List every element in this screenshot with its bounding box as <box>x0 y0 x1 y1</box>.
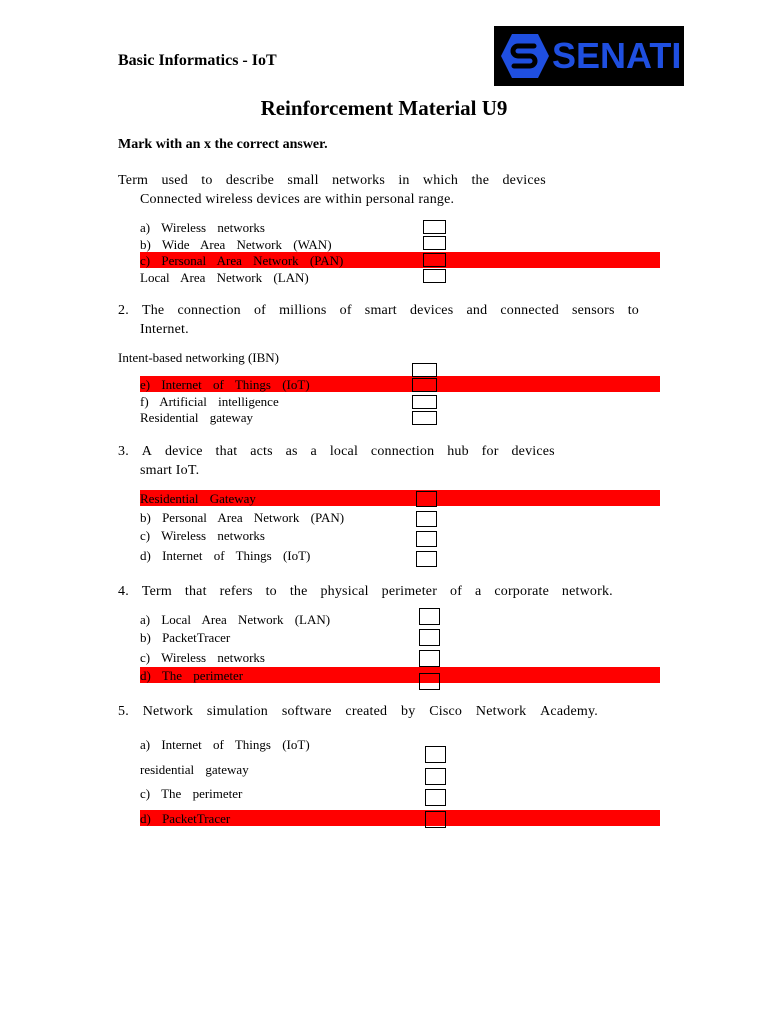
word: created <box>345 704 388 719</box>
word: acts <box>250 444 273 459</box>
course-header: Basic Informatics - IoT <box>118 52 277 69</box>
answer-checkbox[interactable] <box>419 673 440 690</box>
word: millions <box>279 303 327 318</box>
word: devices <box>511 444 555 459</box>
word: to <box>265 584 277 599</box>
question-2-line-1 <box>118 303 639 319</box>
word: smart <box>364 303 397 318</box>
answer-checkbox[interactable] <box>423 269 446 283</box>
question-1-line-1 <box>118 173 546 189</box>
word: device <box>164 444 203 459</box>
word: connection <box>177 303 241 318</box>
answer-checkbox[interactable] <box>419 650 440 667</box>
question-3-line-2: smart IoT. <box>140 463 200 478</box>
option-c: c) Personal Area Network (PAN) <box>140 253 344 268</box>
option-a: a) Local Area Network (LAN) <box>140 612 331 627</box>
word: the <box>471 173 490 188</box>
word: 5. <box>118 704 129 719</box>
option-gateway: residential gateway <box>140 762 249 777</box>
answer-checkbox[interactable] <box>416 531 437 547</box>
word: network. <box>561 584 613 599</box>
answer-checkbox[interactable] <box>416 511 437 527</box>
option-f: f) Artificial intelligence <box>140 394 279 409</box>
word: A <box>141 444 153 459</box>
word: small <box>287 173 319 188</box>
answer-checkbox[interactable] <box>423 236 446 250</box>
word: that <box>215 444 238 459</box>
option-b: b) PacketTracer <box>140 630 231 645</box>
word: a <box>310 444 317 459</box>
answer-checkbox[interactable] <box>425 811 446 828</box>
answer-checkbox[interactable] <box>412 378 437 392</box>
option-ibn: Intent-based networking (IBN) <box>118 350 280 365</box>
word: by <box>401 704 416 719</box>
page-title: Reinforcement Material U9 <box>260 96 508 120</box>
answer-checkbox[interactable] <box>423 253 446 267</box>
question-3-line-1 <box>118 444 555 460</box>
word: software <box>281 704 332 719</box>
word: connection <box>370 444 435 459</box>
option-a: a) Wireless networks <box>140 220 265 235</box>
option-a: a) Internet of Things (IoT) <box>140 737 310 752</box>
word: a <box>474 584 482 599</box>
word: refers <box>219 584 253 599</box>
option-d: Local Area Network (LAN) <box>140 270 309 285</box>
senati-logo <box>494 26 684 86</box>
word: of <box>450 584 463 599</box>
option-gateway: Residential gateway <box>140 410 254 425</box>
answer-checkbox[interactable] <box>425 746 446 763</box>
word: as <box>285 444 298 459</box>
word: Term <box>118 173 149 188</box>
option-c: c) Wireless networks <box>140 528 265 543</box>
option-d: d) Internet of Things (IoT) <box>140 548 311 563</box>
instruction-text: Mark with an x the correct answer. <box>118 137 328 152</box>
question-1-line-2: Connected wireless devices are within personal range. <box>140 192 455 207</box>
answer-checkbox[interactable] <box>416 551 437 567</box>
word: 3. <box>118 444 129 459</box>
answer-checkbox[interactable] <box>412 395 437 409</box>
option-b: b) Personal Area Network (PAN) <box>140 510 345 525</box>
word: perimeter <box>381 584 438 599</box>
word: Cisco <box>429 704 463 719</box>
word: of <box>339 303 352 318</box>
word: in <box>398 173 410 188</box>
word: and <box>466 303 488 318</box>
word: devices <box>502 173 546 188</box>
word: physical <box>320 584 369 599</box>
word: hub <box>447 444 469 459</box>
word: 2. <box>118 303 129 318</box>
question-5-line-1 <box>118 704 598 720</box>
question-4-line-1 <box>118 584 613 600</box>
word: describe <box>225 173 275 188</box>
word: devices <box>409 303 454 318</box>
answer-checkbox[interactable] <box>419 608 440 625</box>
word: the <box>289 584 308 599</box>
option-gateway: Residential Gateway <box>140 491 256 506</box>
word: that <box>184 584 207 599</box>
answer-checkbox[interactable] <box>416 491 437 507</box>
word: local <box>329 444 359 459</box>
word: to <box>627 303 639 318</box>
answer-checkbox[interactable] <box>412 363 437 377</box>
word: 4. <box>118 584 129 599</box>
logo-wordmark: SENATI <box>552 35 682 76</box>
word: Network <box>475 704 527 719</box>
word: networks <box>332 173 385 188</box>
option-c: c) Wireless networks <box>140 650 265 665</box>
word: sensors <box>571 303 615 318</box>
word: which <box>422 173 459 188</box>
option-c: c) The perimeter <box>140 786 243 801</box>
word: simulation <box>206 704 269 719</box>
word: to <box>201 173 213 188</box>
senati-emblem-icon <box>500 32 550 80</box>
option-e: e) Internet of Things (IoT) <box>140 377 310 392</box>
option-d: d) PacketTracer <box>140 811 231 826</box>
word: connected <box>500 303 559 318</box>
answer-checkbox[interactable] <box>425 768 446 785</box>
answer-checkbox[interactable] <box>419 629 440 646</box>
word: The <box>141 303 165 318</box>
word: Academy. <box>540 704 598 719</box>
answer-checkbox[interactable] <box>425 789 446 806</box>
question-2-line-2: Internet. <box>140 322 189 337</box>
word: corporate <box>494 584 549 599</box>
word: for <box>481 444 499 459</box>
answer-checkbox[interactable] <box>423 220 446 234</box>
answer-checkbox[interactable] <box>412 411 437 425</box>
word: used <box>161 173 188 188</box>
word: Term <box>141 584 172 599</box>
word: of <box>253 303 266 318</box>
word: Network <box>142 704 194 719</box>
option-b: b) Wide Area Network (WAN) <box>140 237 332 252</box>
option-d: d) The perimeter <box>140 668 244 683</box>
